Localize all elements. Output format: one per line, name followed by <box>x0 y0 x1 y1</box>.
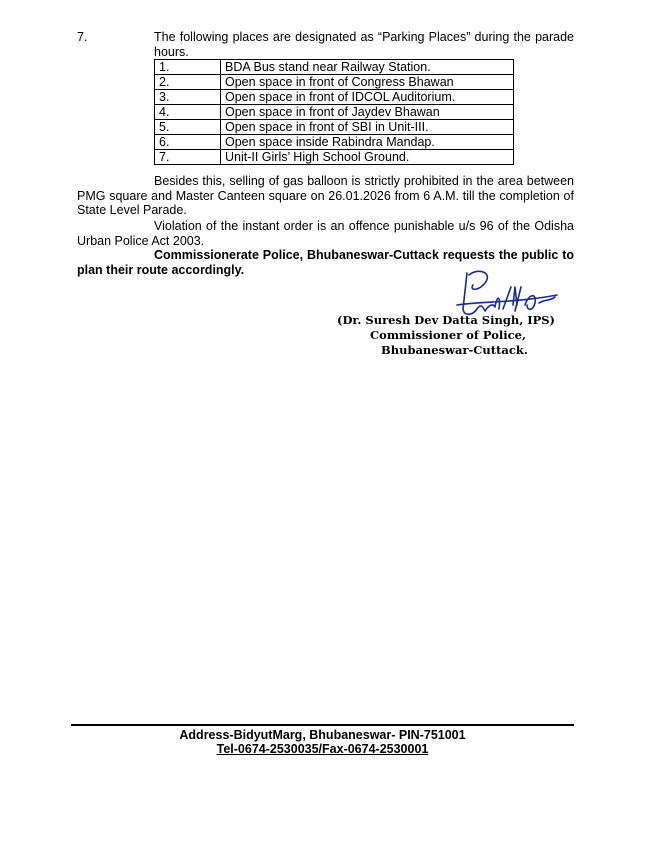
place-number: 5. <box>155 120 221 135</box>
place-number: 4. <box>155 105 221 120</box>
parking-intro: The following places are designated as “Parking Places” during the parade hours. <box>154 30 574 59</box>
place-number: 3. <box>155 90 221 105</box>
footer-contact-text: Tel-0674-2530035/Fax-0674-2530001 <box>216 742 429 756</box>
table-row <box>155 60 514 75</box>
signatory-location: Bhubaneswar-Cuttack. <box>381 343 528 357</box>
item-number: 7. <box>77 30 88 44</box>
parking-places-table <box>154 59 514 165</box>
table-row <box>155 135 514 150</box>
table-row <box>155 105 514 120</box>
place-name: BDA Bus stand near Railway Station. <box>221 60 514 75</box>
table-row <box>155 90 514 105</box>
place-number: 7. <box>155 150 221 165</box>
place-number: 1. <box>155 60 221 75</box>
place-name: Open space inside Rabindra Mandap. <box>221 135 514 150</box>
footer-contact <box>71 742 574 756</box>
table-row <box>155 150 514 165</box>
violation-paragraph: Violation of the instant order is an offence punishable u/s 96 of the Odisha Urban Police Act 2003. <box>77 219 574 248</box>
place-number: 6. <box>155 135 221 150</box>
place-number: 2. <box>155 75 221 90</box>
signatory-designation: Commissioner of Police, <box>370 328 526 342</box>
request-paragraph: Commissionerate Police, Bhubaneswar-Cuttack requests the public to plan their route accordingly. <box>77 248 574 277</box>
table-row <box>155 120 514 135</box>
place-name: Open space in front of IDCOL Auditorium. <box>221 90 514 105</box>
signatory-name: (Dr. Suresh Dev Datta Singh, IPS) <box>337 313 556 327</box>
balloon-paragraph: Besides this, selling of gas balloon is strictly prohibited in the area between PMG square and Master Canteen square on 26.01.2026 from 6 A.M. till the completion of State Level Parade. <box>77 174 574 217</box>
footer-divider <box>71 724 574 726</box>
footer-address: Address-BidyutMarg, Bhubaneswar- PIN-751001 <box>179 728 466 742</box>
place-name: Open space in front of Jaydev Bhawan <box>221 105 514 120</box>
table-row <box>155 75 514 90</box>
place-name: Open space in front of Congress Bhawan <box>221 75 514 90</box>
place-name: Unit-II Girls’ High School Ground. <box>221 150 514 165</box>
place-name: Open space in front of SBI in Unit-III. <box>221 120 514 135</box>
